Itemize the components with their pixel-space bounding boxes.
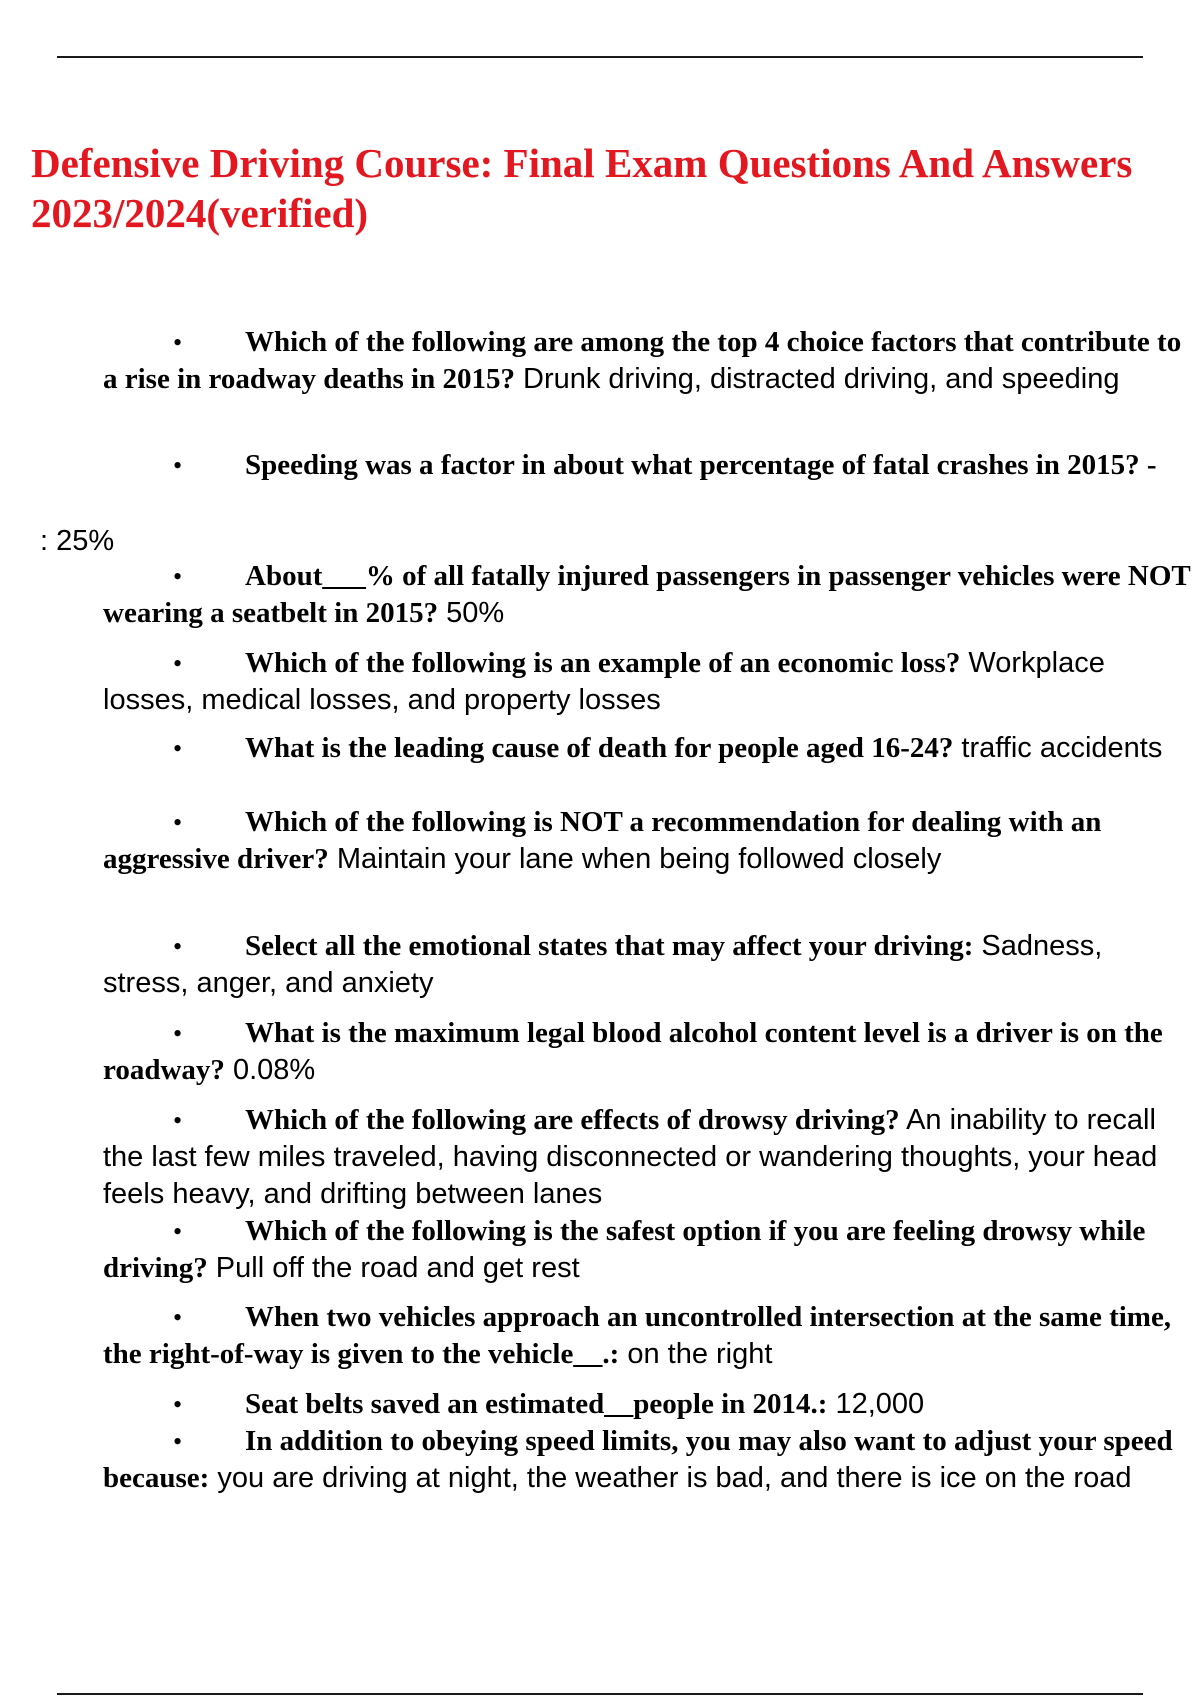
answer-text: 12,000 bbox=[827, 1388, 925, 1420]
qa-item-11 bbox=[103, 1299, 1195, 1373]
question-text: Seat belts saved an estimated__people in 2014.: bbox=[245, 1388, 828, 1420]
bullet-icon: • bbox=[173, 562, 183, 591]
answer-text: Workplace losses, medical losses, and property losses bbox=[103, 647, 1105, 716]
document-title: Defensive Driving Course: Final Exam Questions And Answers 2023/2024(verified) bbox=[31, 140, 1133, 236]
bullet-icon: • bbox=[173, 1303, 183, 1332]
bullet-icon: • bbox=[173, 1217, 183, 1246]
bullet-icon: • bbox=[173, 649, 183, 678]
question-text: Which of the following is NOT a recommendation for dealing with an aggressive driver? bbox=[103, 806, 1102, 875]
answer-text: An inability to recall the last few miles traveled, having disconnected or wandering thoughts, your head feels heavy, and drifting between lanes bbox=[103, 1104, 1158, 1210]
bullet-icon: • bbox=[173, 734, 183, 763]
qa-item-13 bbox=[103, 1423, 1195, 1497]
question-text: Which of the following is the safest option if you are feeling drowsy while driving? bbox=[103, 1215, 1146, 1284]
answer-text: on the right bbox=[619, 1338, 773, 1370]
question-text: Which of the following are effects of drowsy driving? bbox=[245, 1104, 900, 1136]
qa-item-3 bbox=[103, 558, 1195, 632]
question-text: In addition to obeying speed limits, you may also want to adjust your speed because: bbox=[103, 1425, 1173, 1494]
answer-outdented: : 25% bbox=[40, 525, 115, 557]
qa-item-4 bbox=[103, 645, 1195, 719]
answer-text: you are driving at night, the weather is bad, and there is ice on the road bbox=[209, 1462, 1132, 1494]
answer-text: traffic accidents bbox=[953, 732, 1163, 764]
qa-item-10 bbox=[103, 1213, 1195, 1287]
qa-item-1 bbox=[103, 324, 1195, 398]
qa-item-12 bbox=[103, 1386, 1195, 1423]
qa-item-5 bbox=[103, 730, 1195, 767]
qa-item-7 bbox=[103, 928, 1195, 1002]
footer-rule bbox=[57, 1693, 1143, 1695]
bullet-icon: • bbox=[173, 451, 183, 480]
bullet-icon: • bbox=[173, 808, 183, 837]
question-text: What is the maximum legal blood alcohol content level is a driver is on the roadway? bbox=[103, 1017, 1163, 1086]
bullet-icon: • bbox=[173, 1019, 183, 1048]
question-text: Select all the emotional states that may affect your driving: bbox=[245, 930, 974, 962]
bullet-icon: • bbox=[173, 1106, 183, 1135]
answer-text: Drunk driving, distracted driving, and speeding bbox=[514, 363, 1120, 395]
qa-item-2 bbox=[103, 447, 1195, 484]
answer-text: 50% bbox=[438, 597, 505, 629]
answer-text: Maintain your lane when being followed closely bbox=[328, 843, 942, 875]
question-text: About___% of all fatally injured passengers in passenger vehicles were NOT wearing a seatbelt in 2015? bbox=[103, 560, 1191, 629]
answer-text: 0.08% bbox=[224, 1054, 316, 1086]
question-text: Speeding was a factor in about what percentage of fatal crashes in 2015? - bbox=[245, 449, 1157, 481]
qa-item-8 bbox=[103, 1015, 1195, 1089]
question-text: When two vehicles approach an uncontrolled intersection at the same time, the right-of-way is given to the vehicle__.: bbox=[103, 1301, 1172, 1370]
question-text: Which of the following are among the top 4 choice factors that contribute to a rise in roadway deaths in 2015? bbox=[103, 326, 1182, 395]
answer-text: Sadness, stress, anger, and anxiety bbox=[103, 930, 1103, 999]
question-text: What is the leading cause of death for people aged 16-24? bbox=[245, 732, 954, 764]
bullet-icon: • bbox=[173, 1427, 183, 1456]
bullet-icon: • bbox=[173, 932, 183, 961]
qa-item-9 bbox=[103, 1102, 1195, 1213]
qa-item-6 bbox=[103, 804, 1195, 878]
bullet-icon: • bbox=[173, 328, 183, 357]
answer-text: Pull off the road and get rest bbox=[207, 1252, 580, 1284]
bullet-icon: • bbox=[173, 1390, 183, 1419]
question-text: Which of the following is an example of an economic loss? bbox=[245, 647, 961, 679]
